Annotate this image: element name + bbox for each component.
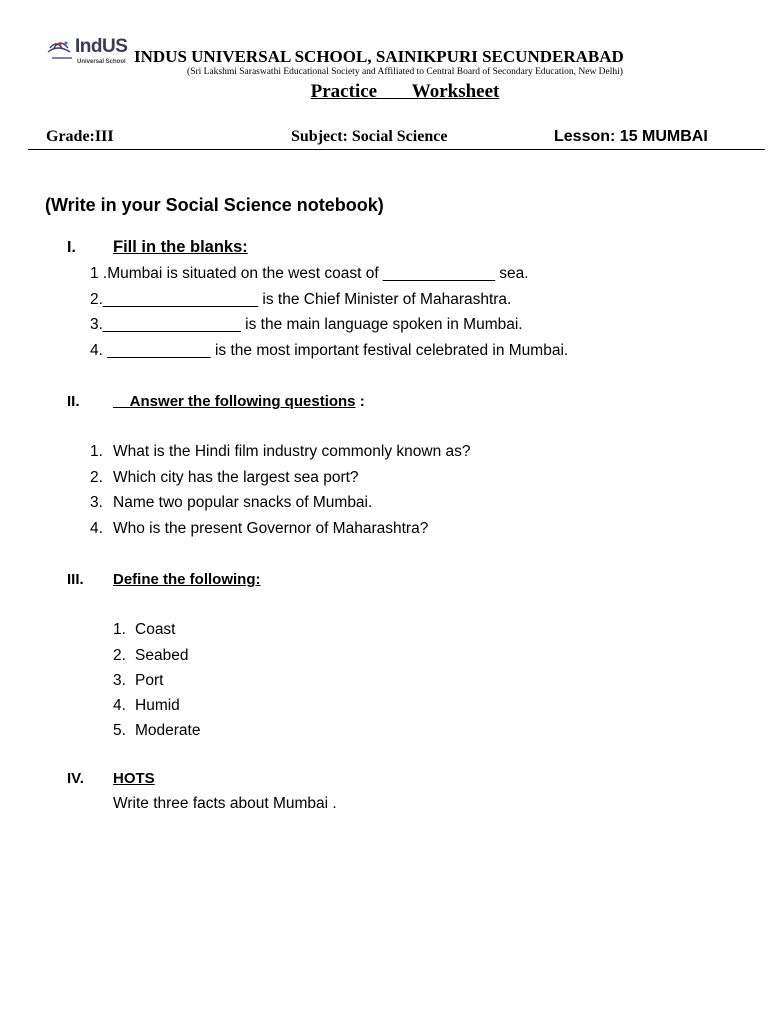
section-2-number: II. bbox=[67, 393, 80, 410]
question-1-number: 1. bbox=[90, 443, 103, 460]
section-2-title: __Answer the following questions bbox=[113, 393, 356, 410]
question-3-text: Name two popular snacks of Mumbai. bbox=[113, 494, 373, 511]
define-item-5-text: Moderate bbox=[135, 722, 201, 739]
question-3-number: 3. bbox=[90, 494, 103, 511]
define-item-4-text: Humid bbox=[135, 697, 180, 714]
question-1 bbox=[90, 443, 471, 461]
define-item-5 bbox=[113, 722, 201, 740]
question-4 bbox=[90, 520, 429, 538]
question-2-number: 2. bbox=[90, 469, 103, 486]
define-item-2-text: Seabed bbox=[135, 647, 189, 664]
define-item-2 bbox=[113, 647, 189, 665]
section-3-number: III. bbox=[67, 571, 84, 588]
define-item-3-text: Port bbox=[135, 672, 164, 689]
school-logo bbox=[46, 38, 128, 70]
define-item-4-number: 4. bbox=[113, 697, 126, 714]
worksheet-title: Practice Worksheet bbox=[310, 81, 500, 102]
grade-label: Grade:III bbox=[46, 128, 114, 145]
section-2-title-suffix: : bbox=[355, 393, 365, 410]
subject-label: Subject: Social Science bbox=[291, 128, 448, 145]
hots-prompt: Write three facts about Mumbai . bbox=[113, 795, 337, 812]
blank-item-3: 3.________________ is the main language spoken in Mumbai. bbox=[90, 316, 523, 333]
define-item-1-text: Coast bbox=[135, 621, 176, 638]
define-item-5-number: 5. bbox=[113, 722, 126, 739]
define-item-3-number: 3. bbox=[113, 672, 126, 689]
question-1-text: What is the Hindi film industry commonly known as? bbox=[113, 443, 471, 460]
affiliation-line: (Sri Lakshmi Saraswathi Educational Society and Affiliated to Central Board of Secondary Education, New Delhi) bbox=[187, 67, 623, 77]
question-4-number: 4. bbox=[90, 520, 103, 537]
logo-text: IndUS bbox=[75, 36, 128, 57]
question-2 bbox=[90, 469, 359, 487]
section-3-title: Define the following: bbox=[113, 571, 261, 588]
question-3 bbox=[90, 494, 373, 512]
question-2-text: Which city has the largest sea port? bbox=[113, 469, 359, 486]
section-2-heading bbox=[113, 393, 365, 410]
section-4-number: IV. bbox=[67, 770, 84, 787]
section-1-number: I. bbox=[67, 239, 76, 256]
school-name: INDUS UNIVERSAL SCHOOL, SAINIKPURI SECUNDERABAD bbox=[134, 47, 624, 66]
section-1-title: Fill in the blanks: bbox=[113, 238, 248, 256]
section-4-title: HOTS bbox=[113, 770, 155, 787]
define-item-2-number: 2. bbox=[113, 647, 126, 664]
question-4-text: Who is the present Governor of Maharashtra? bbox=[113, 520, 429, 537]
blank-item-2: 2.__________________ is the Chief Minister of Maharashtra. bbox=[90, 291, 512, 308]
logo-subtitle: Universal School bbox=[77, 59, 126, 65]
define-item-4 bbox=[113, 697, 180, 715]
lesson-label: Lesson: 15 MUMBAI bbox=[554, 128, 708, 145]
define-item-1 bbox=[113, 621, 176, 639]
define-item-3 bbox=[113, 672, 164, 690]
define-item-1-number: 1. bbox=[113, 621, 126, 638]
instruction-text: (Write in your Social Science notebook) bbox=[45, 195, 384, 215]
blank-item-4: 4. ____________ is the most important festival celebrated in Mumbai. bbox=[90, 342, 569, 359]
blank-item-1: 1 .Mumbai is situated on the west coast of _____________ sea. bbox=[90, 265, 529, 282]
header-divider bbox=[28, 149, 765, 150]
